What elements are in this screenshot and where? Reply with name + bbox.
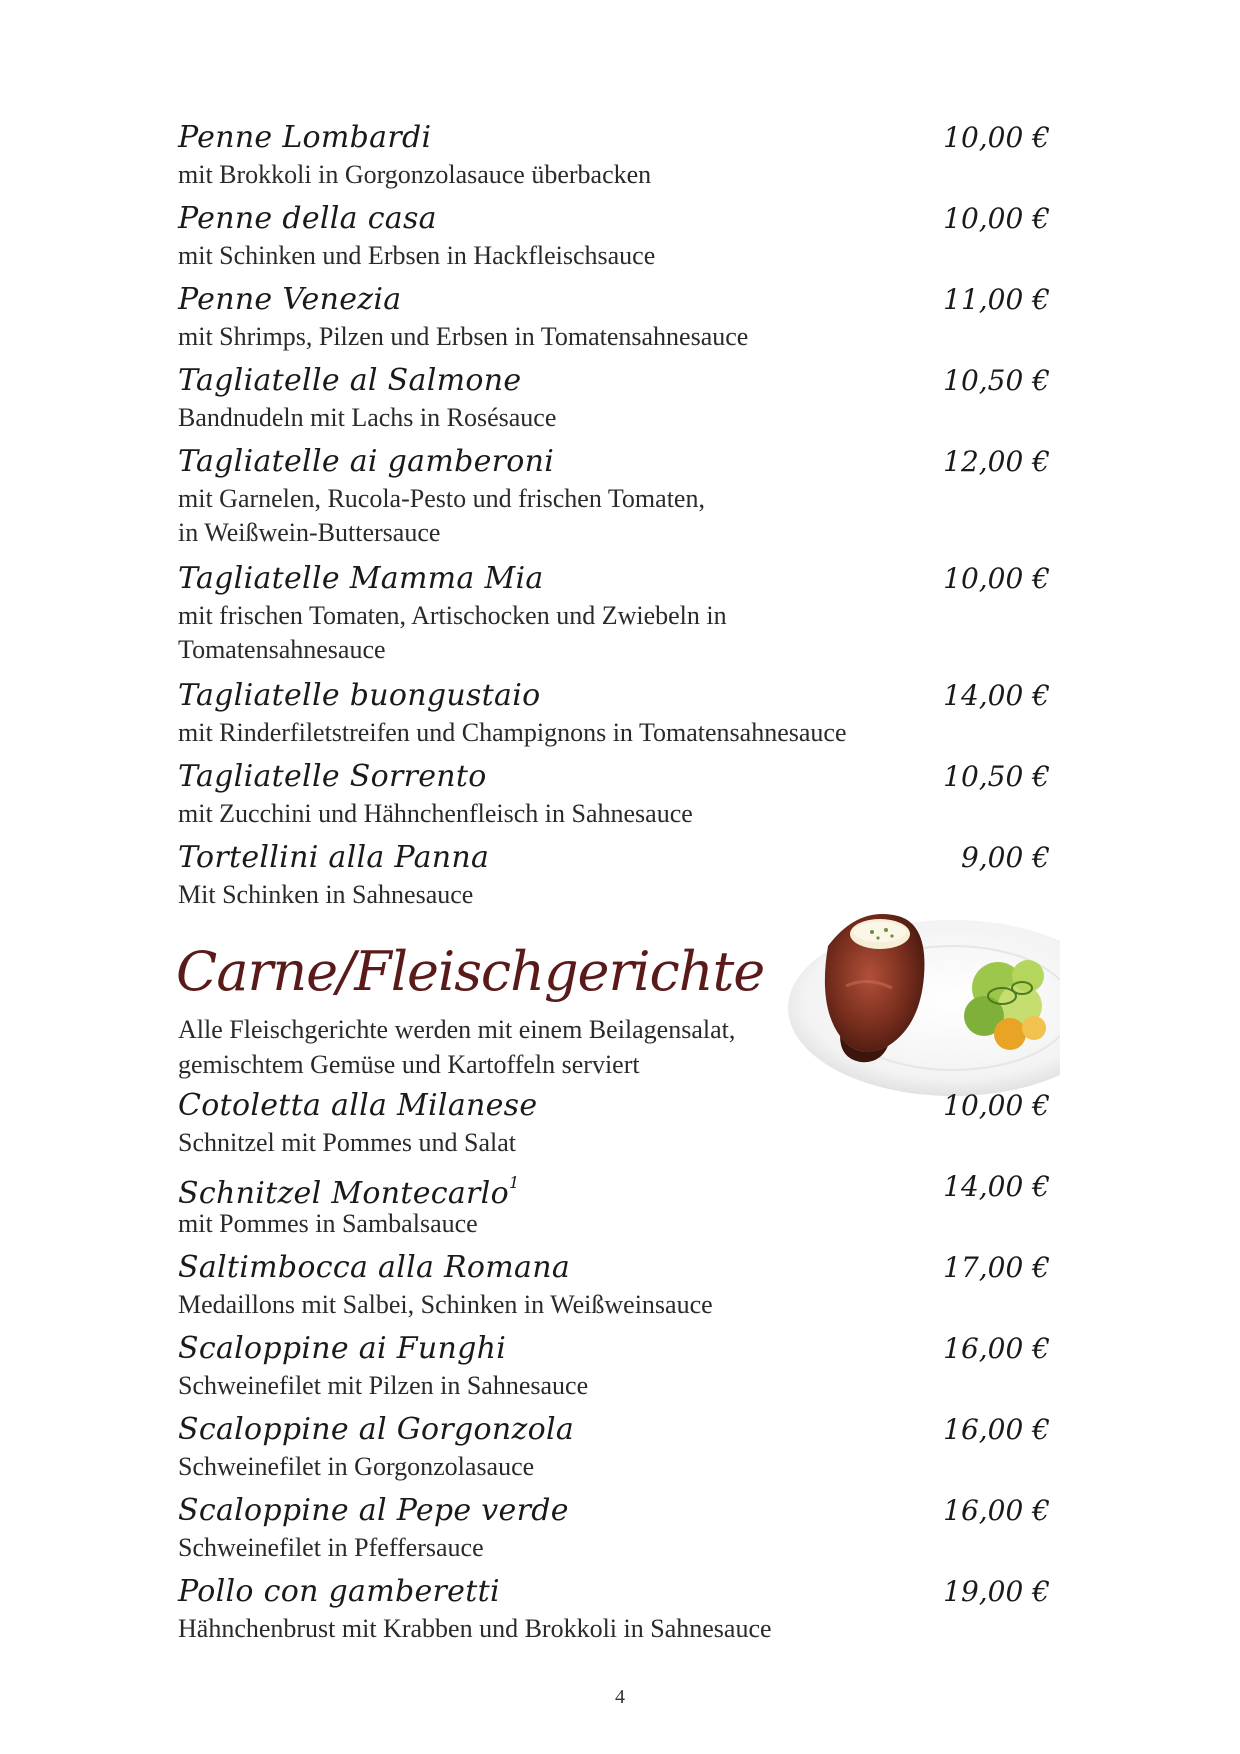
dish-name: Tagliatelle buongustaio <box>178 678 541 713</box>
menu-item <box>178 676 1050 750</box>
dish-description: mit Brokkoli in Gorgonzolasauce überbacken <box>178 160 652 189</box>
dish-name: Cotoletta alla Milanese <box>178 1088 538 1123</box>
dish-price: 16,00 € <box>943 1413 1050 1446</box>
menu-item <box>178 1572 1050 1646</box>
section-heading: Carne/Fleischgerichte <box>176 940 765 1003</box>
dish-name: Scaloppine al Pepe verde <box>178 1493 569 1528</box>
menu-item <box>178 757 1050 831</box>
dish-price: 12,00 € <box>943 445 1050 478</box>
dish-name: Tortellini alla Panna <box>178 840 490 875</box>
dish-description: Medaillons mit Salbei, Schinken in Weißweinsauce <box>178 1290 713 1319</box>
dish-price: 10,00 € <box>943 1089 1050 1122</box>
dish-name: Pollo con gamberetti <box>178 1574 500 1609</box>
dish-name: Tagliatelle Sorrento <box>178 759 487 794</box>
dish-description: Bandnudeln mit Lachs in Rosésauce <box>178 403 557 432</box>
dish-description: mit Schinken und Erbsen in Hackfleischsauce <box>178 241 656 270</box>
section-note <box>178 1012 735 1082</box>
menu-item <box>178 1248 1050 1322</box>
menu-item <box>178 199 1050 273</box>
menu-item <box>178 118 1050 192</box>
dish-description: mit Pommes in Sambalsauce <box>178 1209 478 1238</box>
dish-name: Saltimbocca alla Romana <box>178 1250 571 1285</box>
menu-item <box>178 1086 1050 1160</box>
steak-plate-photo <box>788 876 1060 1116</box>
dish-description: Schweinefilet in Gorgonzolasauce <box>178 1452 535 1481</box>
dish-name: Penne Lombardi <box>178 120 432 155</box>
menu-item <box>178 1329 1050 1403</box>
dish-description: mit Shrimps, Pilzen und Erbsen in Tomatensahnesauce <box>178 322 749 351</box>
dish-name: Scaloppine al Gorgonzola <box>178 1412 575 1447</box>
menu-item <box>178 1491 1050 1565</box>
dish-price: 9,00 € <box>960 841 1050 874</box>
dish-description: Schnitzel mit Pommes und Salat <box>178 1128 516 1157</box>
dish-name: Tagliatelle Mamma Mia <box>178 561 544 596</box>
dish-price: 17,00 € <box>943 1251 1050 1284</box>
dish-description: Schweinefilet mit Pilzen in Sahnesauce <box>178 1371 589 1400</box>
dish-price: 10,50 € <box>943 364 1050 397</box>
section-note-line: Alle Fleischgerichte werden mit einem Beilagensalat, <box>178 1015 736 1044</box>
section-note-line: gemischtem Gemüse und Kartoffeln serviert <box>178 1050 640 1079</box>
dish-price: 10,00 € <box>943 202 1050 235</box>
menu-item <box>178 442 1050 550</box>
dish-description: Mit Schinken in Sahnesauce <box>178 880 474 909</box>
dish-price: 19,00 € <box>943 1575 1050 1608</box>
menu-item <box>178 559 1050 667</box>
footnote-marker: 1 <box>508 1173 520 1192</box>
dish-description: mit Zucchini und Hähnchenfleisch in Sahnesauce <box>178 799 693 828</box>
dish-description: Tomatensahnesauce <box>178 635 386 664</box>
dish-price: 11,00 € <box>943 283 1050 316</box>
dish-name: Tagliatelle al Salmone <box>178 363 522 398</box>
dish-name: Tagliatelle ai gamberoni <box>178 444 555 479</box>
dish-price: 16,00 € <box>943 1332 1050 1365</box>
dish-price: 14,00 € <box>943 1170 1050 1203</box>
dish-name: Penne Venezia <box>178 282 402 317</box>
dish-description: Hähnchenbrust mit Krabben und Brokkoli in Sahnesauce <box>178 1614 772 1643</box>
dish-name: Penne della casa <box>178 201 437 236</box>
dish-description: mit Garnelen, Rucola-Pesto und frischen Tomaten, <box>178 484 705 513</box>
menu-item <box>178 280 1050 354</box>
menu-item <box>178 1410 1050 1484</box>
dish-description: Schweinefilet in Pfeffersauce <box>178 1533 484 1562</box>
dish-description: mit frischen Tomaten, Artischocken und Zwiebeln in <box>178 601 727 630</box>
dish-name: Scaloppine ai Funghi <box>178 1331 507 1366</box>
dish-price: 10,00 € <box>943 562 1050 595</box>
dish-price: 16,00 € <box>943 1494 1050 1527</box>
dish-name <box>178 1167 1050 1214</box>
dish-description: in Weißwein-Buttersauce <box>178 518 441 547</box>
dish-name-text: Schnitzel Montecarlo <box>178 1176 509 1211</box>
page-number: 4 <box>615 1686 625 1708</box>
menu-item <box>178 1167 1050 1241</box>
menu-item <box>178 361 1050 435</box>
dish-price: 14,00 € <box>943 679 1050 712</box>
dish-description: mit Rinderfiletstreifen und Champignons in Tomatensahnesauce <box>178 718 847 747</box>
dish-price: 10,50 € <box>943 760 1050 793</box>
dish-price: 10,00 € <box>943 121 1050 154</box>
